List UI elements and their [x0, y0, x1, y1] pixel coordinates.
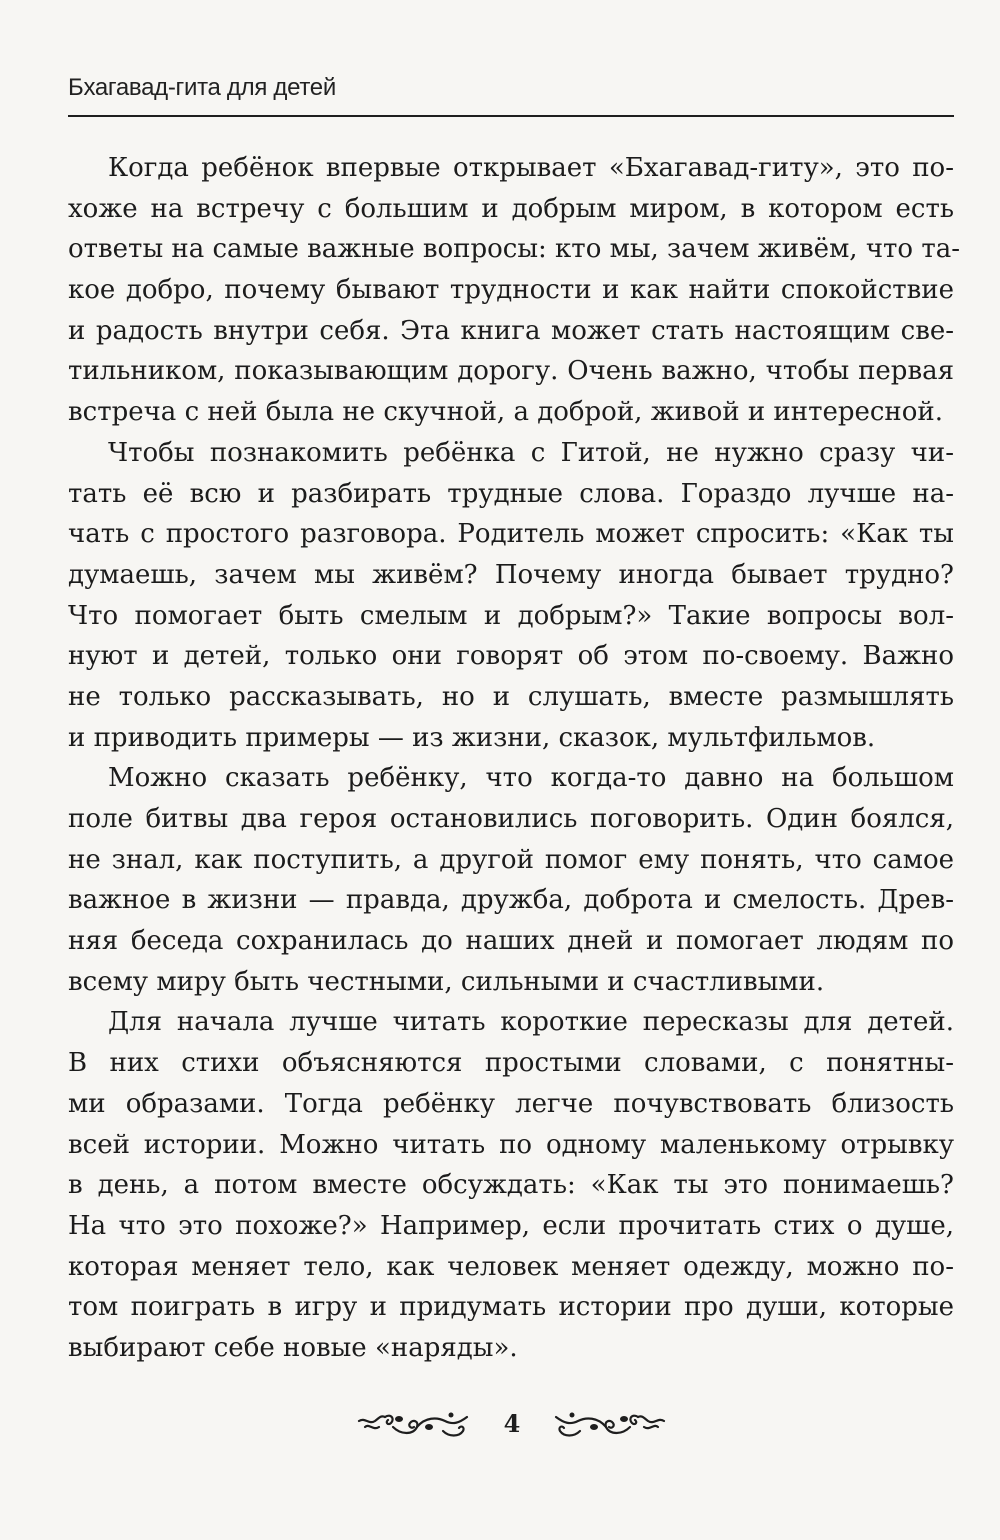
paragraph-1: [68, 148, 960, 433]
text-line: в день, а потом вместе обсуждать: «Как ты это понимаешь?: [68, 1170, 954, 1201]
body-text: [68, 148, 960, 1369]
text-line: Что помогает быть смелым и добрым?» Такие вопросы вол-: [68, 600, 954, 631]
text-line: няя беседа сохранилась до наших дней и помогает людям по: [68, 926, 954, 957]
page-number: 4: [503, 1409, 521, 1438]
paragraph-4: [68, 1002, 954, 1368]
text-line: том поиграть в игру и придумать истории про души, которые: [68, 1292, 954, 1323]
text-line: ответы на самые важные вопросы: кто мы, зачем живём, что та-: [68, 234, 960, 265]
paragraph-3: [68, 758, 954, 1002]
text-line: На что это похоже?» Например, если прочитать стих о душе,: [68, 1210, 954, 1241]
text-line: выбирают себе новые «наряды».: [68, 1332, 518, 1363]
text-line: поле битвы два героя остановились поговорить. Один боялся,: [68, 804, 954, 834]
running-header: Бхагавад-гита для детей: [68, 74, 336, 101]
text-line: В них стихи объясняются простыми словами, с понятны-: [68, 1048, 954, 1079]
text-line: ми образами. Тогда ребёнку легче почувствовать близость: [68, 1088, 954, 1119]
text-line: важное в жизни — правда, дружба, доброта и смелость. Древ-: [68, 885, 954, 916]
text-line: Чтобы познакомить ребёнка с Гитой, не нужно сразу чи-: [108, 437, 954, 468]
text-line: кое добро, почему бывают трудности и как найти спокойствие: [68, 275, 954, 306]
text-line: чать с простого разговора. Родитель может спросить: «Как ты: [68, 519, 954, 550]
paragraph-2: [68, 433, 954, 759]
page-footer: [0, 1405, 1000, 1445]
text-line: хоже на встречу с большим и добрым миром, в котором есть: [68, 193, 954, 224]
text-line: Для начала лучше читать короткие пересказы для детей.: [108, 1007, 954, 1038]
text-line: всему миру быть честными, сильными и счастливыми.: [68, 966, 825, 997]
text-line: не знал, как поступить, а другой помог ему понять, что самое: [68, 844, 954, 875]
text-line: встреча с ней была не скучной, а доброй, живой и интересной.: [68, 397, 944, 428]
text-line: которая меняет тело, как человек меняет одежду, можно по-: [68, 1251, 954, 1282]
floral-flourish-right-icon: [548, 1405, 668, 1445]
text-line: Можно сказать ребёнку, что когда-то давно на большом: [108, 763, 954, 794]
text-line: тильником, показывающим дорогу. Очень важно, чтобы первая: [68, 356, 954, 387]
header-rule: [68, 115, 954, 117]
floral-flourish-left-icon: [355, 1405, 475, 1445]
text-line: Когда ребёнок впервые открывает «Бхагавад-гиту», это по-: [108, 153, 954, 183]
text-line: и приводить примеры — из жизни, сказок, мультфильмов.: [68, 722, 876, 753]
text-line: и радость внутри себя. Эта книга может стать настоящим све-: [68, 315, 954, 346]
text-line: тать её всю и разбирать трудные слова. Гораздо лучше на-: [68, 478, 954, 509]
text-line: не только рассказывать, но и слушать, вместе размышлять: [68, 681, 954, 712]
text-line: думаешь, зачем мы живём? Почему иногда бывает трудно?: [68, 559, 954, 590]
text-line: нуют и детей, только они говорят об этом по-своему. Важно: [68, 641, 954, 672]
text-line: всей истории. Можно читать по одному маленькому отрывку: [68, 1129, 954, 1160]
